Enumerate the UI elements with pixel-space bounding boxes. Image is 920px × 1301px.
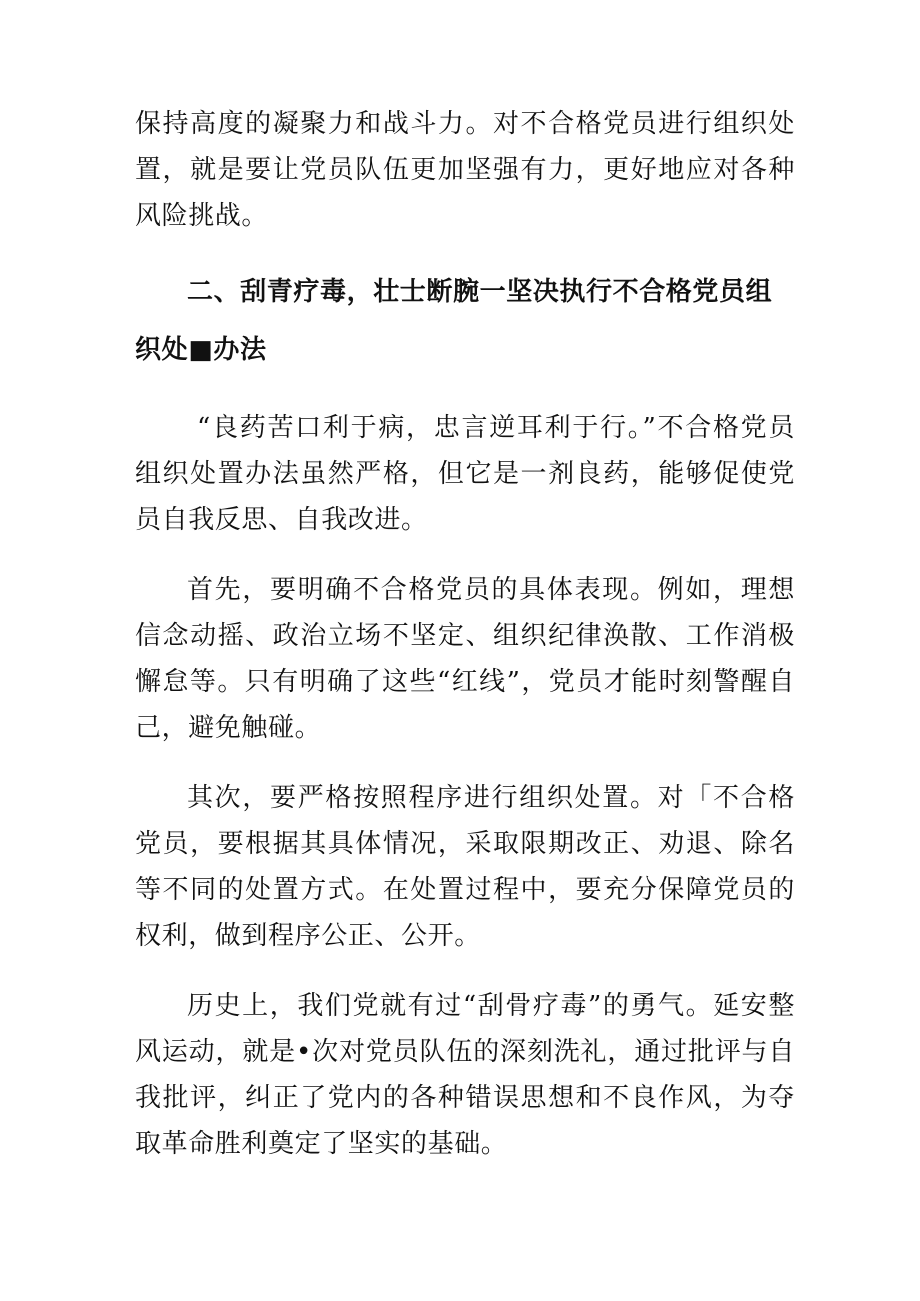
document-body [135, 101, 795, 1191]
paragraph-history: 历史上，我们党就有过“刮骨疗毒”的勇气。延安整风运动，就是•次对党员队伍的深刻洗礼，通过批评与自我批评，纠正了党内的各种错误思想和不良作风，为夺取革命胜利奠定了坚实的基础。 [135, 991, 795, 1159]
paragraph-second-point: 其次，要严格按照程序进行组织处置。对「不合格党员，要根据其具体情况，采取限期改正、劝退、除名等不同的处置方式。在处置过程中，要充分保障党员的权利，做到程序公正、公开。 [135, 783, 795, 951]
section-heading: 二、刮青疗毒，壮士断腕一坚决执行不合格党员组织处■办法 [135, 277, 773, 365]
paragraph-quote: “良药苦口利于病，忠言逆耳利于行。”不合格党员组织处置办法虽然严格，但它是一剂良药，能够促使党员自我反思、自我改进。 [135, 413, 795, 535]
paragraph-continuation: 保持高度的凝聚力和战斗力。对不合格党员进行组织处置，就是要让党员队伍更加坚强有力，更好地应对各种风险挑战。 [135, 109, 795, 231]
paragraph-first-point: 首先，要明确不合格党员的具体表现。例如，理想信念动摇、政治立场不坚定、组织纪律涣散、工作消极懈怠等。只有明确了这些“红线”，党员才能时刻警醒自己，避免触碰。 [135, 575, 795, 743]
